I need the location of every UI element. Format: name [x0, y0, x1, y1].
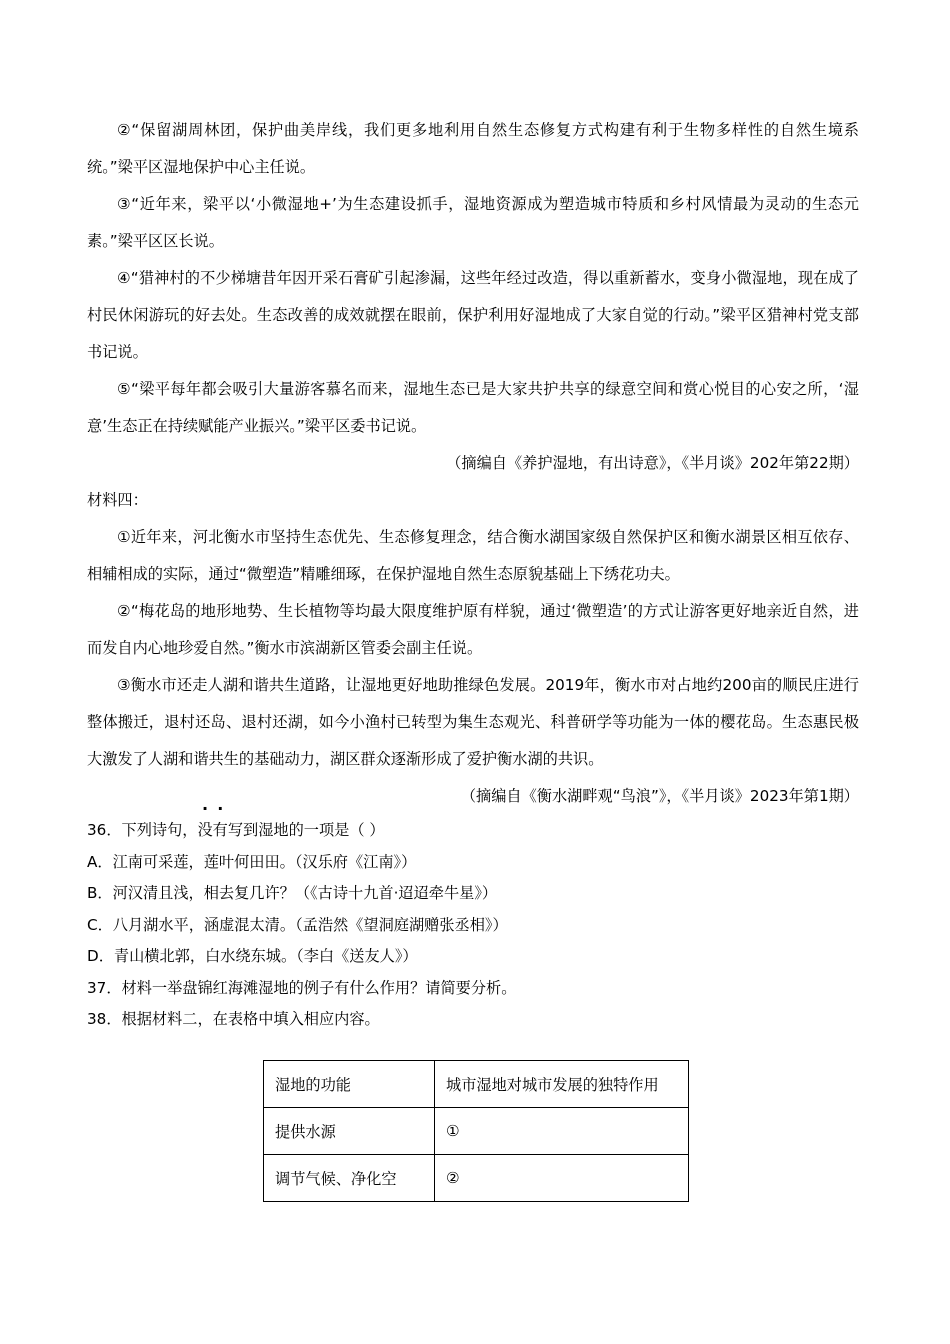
paragraph: ⑤“梁平每年都会吸引大量游客慕名而来，湿地生态已是大家共护共享的绿意空间和赏心悦目的心安之所，‘湿意’生态正在持续赋能产业振兴。”梁平区委书记说。: [87, 380, 859, 435]
question-38: 38．根据材料二，在表格中填入相应内容。: [87, 1010, 380, 1028]
paragraph: ④“猎神村的不少梯塘昔年因开采石膏矿引起渗漏，这些年经过改造，得以重新蓄水，变身小微湿地，现在成了村民休闲游玩的好去处。生态改善的成效就摆在眼前，保护利用好湿地成了大家自觉的行动。”梁平区猎神村党支部书记说。: [87, 269, 859, 361]
question-36: [87, 815, 859, 847]
document-body: [87, 112, 859, 1036]
table-header-cell: 城市湿地对城市发展的独特作用: [435, 1061, 689, 1108]
paragraph: ③衡水市还走人湖和谐共生道路，让湿地更好地助推绿色发展。2019年，衡水市对占地约200亩的顺民庄进行整体搬迁，退村还岛、退村还湖，如今小渔村已转型为集生态观光、科普研学等功能为一体的樱花岛。生态惠民极大激发了人湖和谐共生的基础动力，湖区群众逐渐形成了爱护衡水湖的共识。: [87, 676, 859, 768]
table-header-row: [264, 1061, 689, 1108]
table-row: [264, 1155, 689, 1202]
emphasis-char: 有: [212, 821, 228, 839]
option-c: C．八月湖水平，涵虚混太清。（孟浩然《望洞庭湖赠张丞相》）: [87, 915, 508, 934]
source-citation: （摘编自《养护湿地，有出诗意》，《半月谈》202年第22期）: [446, 454, 859, 472]
question-36-prefix: 36．下列诗句，: [87, 821, 198, 839]
paragraph: ①近年来，河北衡水市坚持生态优先、生态修复理念，结合衡水湖国家级自然保护区和衡水湖景区相互依存、相辅相成的实际，通过“微塑造”精雕细琢，在保护湿地自然生态原貌基础上下绣花功夫。: [87, 528, 859, 583]
table-cell: 调节气候、净化空: [264, 1155, 435, 1202]
paragraph: ②“保留湖周林团，保护曲美岸线，我们更多地利用自然生态修复方式构建有利于生物多样性的自然生境系统。”梁平区湿地保护中心主任说。: [87, 121, 859, 176]
option-d: D．青山横北郭，白水绕东城。（李白《送友人》）: [87, 947, 418, 965]
material-heading: 材料四：: [87, 491, 148, 509]
table-header-cell: 湿地的功能: [264, 1061, 435, 1108]
question-36-suffix: 写到湿地的一项是（ ）: [227, 821, 385, 839]
option-b: B．河汉清且浅，相去复几许？（《古诗十九首·迢迢牵牛星》）: [87, 884, 498, 902]
question-37: 37．材料一举盘锦红海滩湿地的例子有什么作用？请简要分析。: [87, 978, 517, 997]
table-cell: 提供水源: [264, 1108, 435, 1155]
emphasis-char: 没: [197, 821, 213, 839]
paragraph: ③“近年来，梁平以‘小微湿地+’为生态建设抓手，湿地资源成为塑造城市特质和乡村风情最为灵动的生态元素。”梁平区区长说。: [87, 195, 859, 250]
option-a: A．江南可采莲，莲叶何田田。（汉乐府《江南》）: [87, 852, 417, 871]
table-cell: ②: [435, 1155, 689, 1202]
table-cell: ①: [435, 1108, 689, 1155]
table-row: [264, 1108, 689, 1155]
paragraph: ②“梅花岛的地形地势、生长植物等均最大限度维护原有样貌，通过‘微塑造’的方式让游客更好地亲近自然，进而发自内心地珍爱自然。”衡水市滨湖新区管委会副主任说。: [87, 602, 859, 657]
source-citation: （摘编自《衡水湖畔观“鸟浪”》，《半月谈》2023年第1期）: [460, 787, 859, 805]
answer-table: [263, 1060, 689, 1202]
